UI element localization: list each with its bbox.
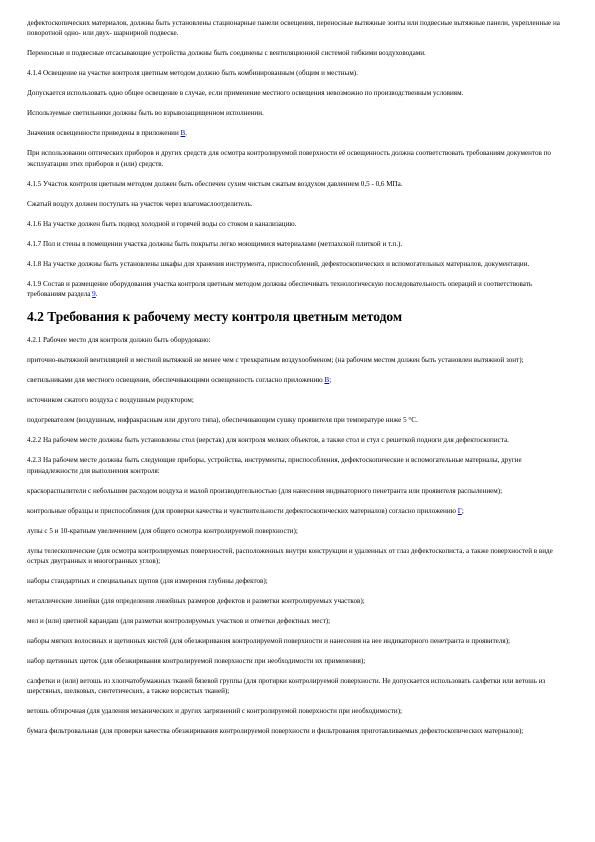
list-item: металлические линейки (для определения линейных размеров дефектов и разметки контролируемых участков); — [27, 597, 365, 606]
list-item: лупы телескопические (для осмотра контролируемых поверхностей, расположенных внутри конструкции и удаленных от глаз дефектоскописта, а также поверхностей в виде острых двугранных и многогранных углов); — [27, 546, 553, 566]
paragraph: Переносные и подвесные отсасывающие устройства должны быть соединены с вентиляционной системой гибкими воздуховодами. — [27, 49, 426, 58]
clause-4-1-9 — [27, 279, 567, 300]
section-9-link[interactable]: 9 — [92, 290, 96, 299]
appendix-v-link[interactable]: В — [180, 129, 186, 138]
list-item: лупы с 5 и 10-кратным увеличением (для общего осмотра контролируемой поверхности); — [27, 526, 298, 535]
list-item: бумага фильтровальная (для проверки качества обезжиривания контролируемой поверхности и фильтрования приготавливаемых дефектоскопических материалов); — [27, 727, 524, 736]
punctuation: . — [95, 290, 98, 299]
list-item — [27, 375, 567, 385]
paragraph: Допускается использовать одно общее освещение в случае, если применение местного освещения невозможно по производственным условиям. — [27, 89, 464, 98]
list-item: наборы мягких волосяных и щетинных кистей (для обезжиривания контролируемой поверхности и нанесения на нее индикаторного пенетранта и проявителя); — [27, 637, 510, 646]
punctuation: . — [185, 129, 188, 138]
clause-4-1-4: 4.1.4 Освещение на участке контроля цветным методом должно быть комбинированным (общим и местным). — [27, 69, 358, 78]
list-item: мел и (или) цветной карандаш (для разметки контролируемых участков и отметки дефектных мест); — [27, 617, 331, 626]
list-item: набор щетинных щеток (для обезжиривания контролируемой поверхности при необходимости их применения); — [27, 657, 366, 666]
clause-4-2-1: 4.2.1 Рабочее место для контроля должно быть оборудовано: — [27, 336, 211, 345]
clause-4-1-7: 4.1.7 Пол и стены в помещении участка должны быть покрыты легко моющимися материалами (метлахской плиткой и т.п.). — [27, 239, 403, 248]
clause-4-1-5: 4.1.5 Участок контроля цветным методом должен быть обеспечен сухим чистым сжатым воздухом давлением 0,5 - 0,6 МПа. — [27, 179, 403, 188]
appendix-g-link[interactable]: Г — [457, 506, 462, 515]
paragraph: Используемые светильники должны быть во взрывозащищенном исполнении. — [27, 109, 264, 118]
section-heading-4-2: 4.2 Требования к рабочему месту контроля цветным методом — [27, 309, 403, 325]
list-item: подогревателем (воздушным, инфракрасным или другого типа), обеспечивающим сушку проявителя при температуре ниже 5 °С. — [27, 416, 418, 425]
clause-4-2-3: 4.2.3 На рабочем месте должны быть следующие приборы, устройства, инструменты, приспособления, дефектоскопические и вспомогательные материалы, другие принадлежности для выполнения контроля: — [27, 456, 522, 475]
paragraph — [27, 128, 567, 138]
list-item: ветошь обтирочная (для удаления механических и других загрязнений с контролируемой поверхности при необходимости); — [27, 707, 403, 716]
appendix-v-link[interactable]: В — [324, 376, 330, 385]
paragraph-text: контрольные образцы и приспособления (для проверки качества и чувствительности дефектоскопических материалов) согласно приложению — [27, 506, 458, 515]
list-item: приточно-вытяжной вентиляцией и местной вытяжкой не менее чем с трехкратным воздухообменом; (на рабочим местом должен быть установлен вытяжной зонт); — [27, 356, 524, 365]
punctuation: ; — [461, 506, 464, 515]
paragraph-text: светильниками для местного освещения, обеспечивающими освещенность согласно приложению — [27, 376, 325, 385]
punctuation: ; — [329, 376, 332, 385]
clause-4-1-6: 4.1.6 На участке должен быть подвод холодной и горячей воды со стоком в канализацию. — [27, 219, 297, 228]
paragraph-text: Значения освещенности приведены в приложении — [27, 129, 181, 138]
list-item: салфетки и (или) ветошь из хлопчатобумажных тканей бязевой группы (для протирки контролируемой поверхности. Не допускается использовать салфетки или ветошь из шерстяных, шелковых, синтетических, а также ворсистых тканей); — [27, 677, 546, 696]
list-item: наборы стандартных и специальных щупов (для измерения глубины дефектов); — [27, 577, 268, 586]
paragraph-text: 4.1.9 Состав и размещение оборудования участка контроля цветным методом должны обеспечивать технологическую последовательность операций и соответствовать требованиям раздела — [27, 279, 533, 299]
clause-4-1-8: 4.1.8 На участке должны быть установлены шкафы для хранения инструмента, приспособлений, дефектоскопических и вспомогательных материалов, документации. — [27, 259, 530, 268]
list-item: источником сжатого воздуха с воздушным редуктором; — [27, 396, 194, 405]
list-item: краскораспылители с небольшим расходом воздуха и малой производительностью (для нанесения индикаторного пенетранта или проявителя распылением); — [27, 486, 503, 495]
paragraph: дефектоскопических материалов, должны быть установлены стационарные панели освещения, переносные вытяжные зонты или подвесные вытяжные панели, укрепленные на поворотной одно- или двух- шарнирной подвеске. — [27, 19, 560, 38]
clause-4-2-2: 4.2.2 На рабочем месте должны быть установлены стол (верстак) для контроля мелких объектов, а также стол и стул с решеткой подноги для дефектоскописта. — [27, 436, 509, 445]
paragraph: При использовании оптических приборов и других средств для осмотра контролируемой поверхности её освещенность должна соответствовать требованиям документов по эксплуатации этих приборов и (или) средств. — [27, 149, 551, 168]
list-item — [27, 506, 567, 516]
paragraph: Сжатый воздух должен поступать на участок через влагомаслоотделитель. — [27, 199, 253, 208]
